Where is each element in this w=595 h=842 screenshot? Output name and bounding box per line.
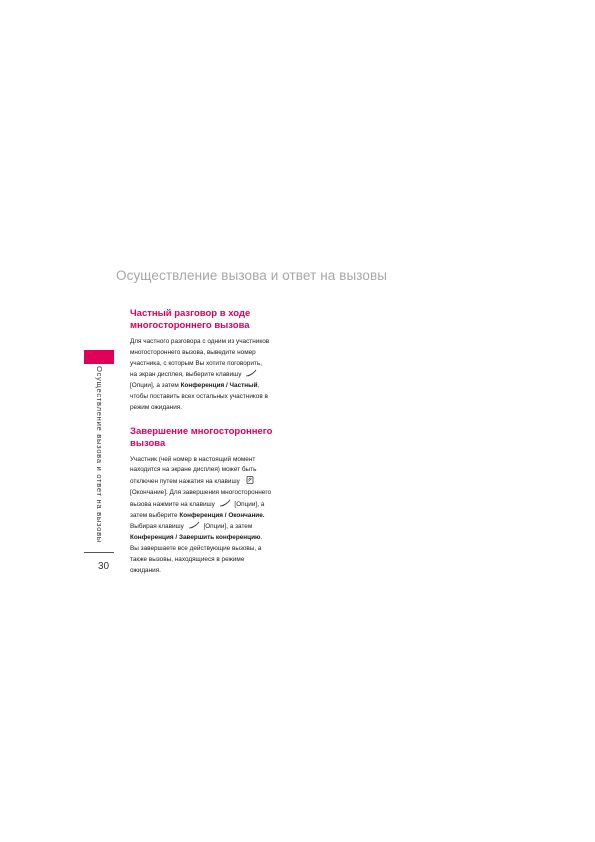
side-divider xyxy=(84,552,114,553)
section-heading-private-call: Частный разговор в ходе многостороннего вызова xyxy=(130,308,251,331)
section-body-private-call: Для частного разговора с одним из участников многостороннего вызова, выведите номер участника, с которым Вы хотите поговорить, на экран дисплея, выберите клавишу [Опции], а затем Конференция / Частный, чтобы поставить всех остальных участников в режим ожидания. xyxy=(130,338,270,411)
soft-key-icon xyxy=(245,369,257,377)
soft-key-icon xyxy=(219,499,231,507)
side-tab-title: Осуществление вызова и ответ на вызовы xyxy=(95,366,104,543)
soft-key-icon xyxy=(188,521,200,529)
section-body-end-conference: Участник (чей номер в настоящий момент находится на экране дисплея) может быть отключен путем нажатия на клавишу [Окончание]. Для завершения многостороннего вызова нажмите на клавишу [Опции], а затем выберите Конференция / Окончание. Выбирая клавишу [Опции], а затем Конференция / Завершить конференцию. Вы завершаете все действующие вызовы, а также вызовы, находящиеся в режиме ожидания. xyxy=(130,455,272,574)
content-column xyxy=(130,308,310,576)
chapter-title: Осуществление вызова и ответ на вызовы xyxy=(116,268,388,283)
section-heading-end-conference: Завершение многостороннего вызова xyxy=(130,425,273,449)
page-number: 30 xyxy=(98,561,110,572)
side-accent-bar xyxy=(84,350,114,364)
end-key-icon xyxy=(244,476,256,484)
